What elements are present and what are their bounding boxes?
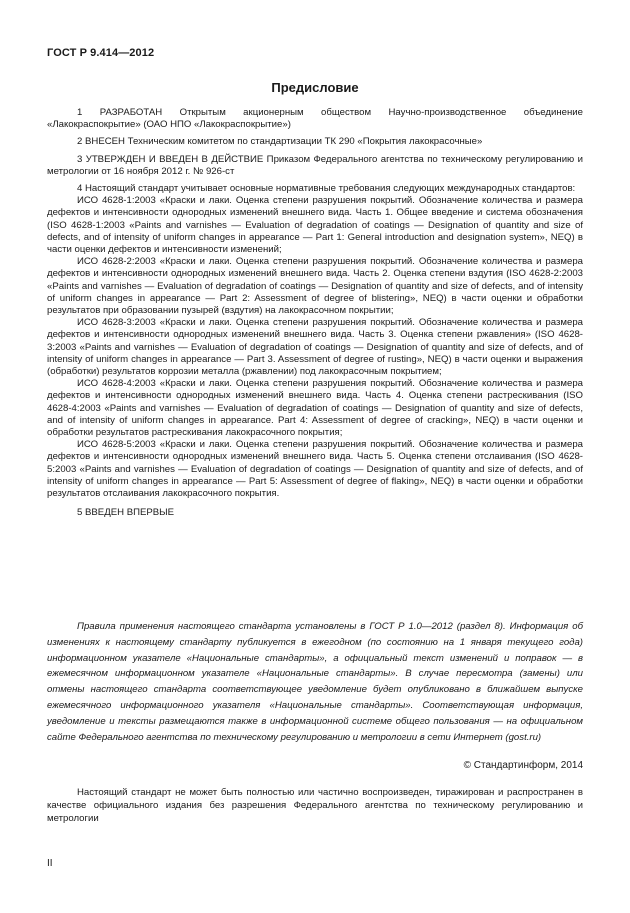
iso-ref-4628-1: ИСО 4628-1:2003 «Краски и лаки. Оценка степени разрушения покрытий. Обозначение количества и размера дефектов и интенсивности однородных изменений внешнего вида. Часть 1. Общее введение и система обозначения (ISO 4628-1:2003 «Paints and varnishes — Evaluation of degradation of coatings — Designation of quantity and size of defects, and of intensity of uniform changes in appearance — Part 1: General introduction and designation system», NEQ) в части оценки дефектов и интенсивности изменений; bbox=[47, 195, 583, 256]
reprint-text: Настоящий стандарт не может быть полностью или частично воспроизведен, тиражирован и распространен в качестве официального издания без разрешения Федерального агентства по техническому регулированию и метрологии bbox=[47, 787, 583, 824]
application-rules-note bbox=[47, 619, 583, 745]
note-text: Правила применения настоящего стандарта установлены в ГОСТ Р 1.0—2012 (раздел 8). Информация об изменениях к настоящему стандарту публикуется в ежегодном (по состоянию на 1 января текущего года) информационном указателе «Национальные стандарты», а официальный текст изменений и поправок — в ежемесячном информационном указателе «Национальные стандарты». В случае пересмотра (замены) или отмены настоящего стандарта соответствующее уведомление будет опубликовано в ближайшем выпуске ежемесячного информационного указателя «Национальные стандарты». Соответствующая информация, уведомление и тексты размещаются также в информационной системе общего пользования — на официальном сайте Федерального агентства по техническому регулированию и метрологии в сети Интернет (gost.ru) bbox=[47, 621, 583, 743]
iso-ref-4628-2: ИСО 4628-2:2003 «Краски и лаки. Оценка степени разрушения покрытий. Обозначение количества и размера дефектов и интенсивности однородных изменений внешнего вида. Часть 2. Оценка степени вздутия (ISO 4628-2:2003 «Paints and varnishes — Evaluation of degradation of coatings — Designation of quantity and size of defects, and of intensity of uniform changes in appearance — Part 2: Assessment of degree of blistering», NEQ) в части оценки и обработки результатов при образовании пузырей (вздутия) на лакокрасочном покрытии; bbox=[47, 256, 583, 317]
foreword-body bbox=[47, 107, 583, 520]
iso-ref-4628-3: ИСО 4628-3:2003 «Краски и лаки. Оценка степени разрушения покрытий. Обозначение количества и размера дефектов и интенсивности однородных изменений внешнего вида. Часть 3. Оценка степени ржавления» (ISO 4628-3:2003 «Paints and varnishes — Evaluation of degradation of coatings — Designation of quantity and size of defects, and of intensity of uniform changes in appearance — Part 3. Assessment of degree of rusting», NEQ) в части оценки и выражения (обработки) результатов коррозии металла (ржавлении) под лакокрасочным покрытием; bbox=[47, 317, 583, 378]
reprint-notice bbox=[47, 787, 583, 825]
copyright: © Стандартинформ, 2014 bbox=[463, 760, 583, 771]
item-approved: 3 УТВЕРЖДЕН И ВВЕДЕН В ДЕЙСТВИЕ Приказом Федерального агентства по техническому регулированию и метрологии от 16 ноября 2012 г. № 926-ст bbox=[47, 153, 583, 177]
item-first-introduced: 5 ВВЕДЕН ВПЕРВЫЕ bbox=[77, 507, 175, 519]
iso-ref-4628-4: ИСО 4628-4:2003 «Краски и лаки. Оценка степени разрушения покрытий. Обозначение количества и размера дефектов и интенсивности однородных изменений внешнего вида. Часть 4. Оценка степени растрескивания (ISO 4628-4:2003 «Paints and varnishes — Evaluation of degradation of coatings — Designation of quantity and size of defects, and of intensity of uniform changes in appearance. Part 4: Assessment of degree of cracking», NEQ) в части оценки и обработки результатов растрескивания лакокрасочного покрытия; bbox=[47, 378, 583, 439]
item-developed: 1 РАЗРАБОТАН Открытым акционерным обществом Научно-производственное объединение «Лакокраспокрытие» (ОАО НПО «Лакокраспокрытие») bbox=[47, 107, 583, 131]
standard-code: ГОСТ Р 9.414—2012 bbox=[47, 47, 155, 59]
iso-ref-4628-5: ИСО 4628-5:2003 «Краски и лаки. Оценка степени разрушения покрытий. Обозначение количества и размера дефектов и интенсивности однородных изменений внешнего вида. Часть 5. Оценка степени отслаивания (ISO 4628-5:2003 «Paints and varnishes — Evaluation of degradation of coatings — Designation of quantity and size of defects, and of intensity of uniform changes in appearance — Part 5: Assessment of degree of flaking», NEQ) в части оценки и обработки результатов отслаивания лакокрасочного покрытия. bbox=[47, 439, 583, 500]
page-number: II bbox=[47, 858, 53, 869]
item-introduced: 2 ВНЕСЕН Техническим комитетом по стандартизации ТК 290 «Покрытия лакокрасочные» bbox=[77, 136, 483, 148]
page-title: Предисловие bbox=[271, 80, 359, 95]
item-international-standards: 4 Настоящий стандарт учитывает основные нормативные требования следующих международных стандартов: bbox=[77, 183, 576, 195]
